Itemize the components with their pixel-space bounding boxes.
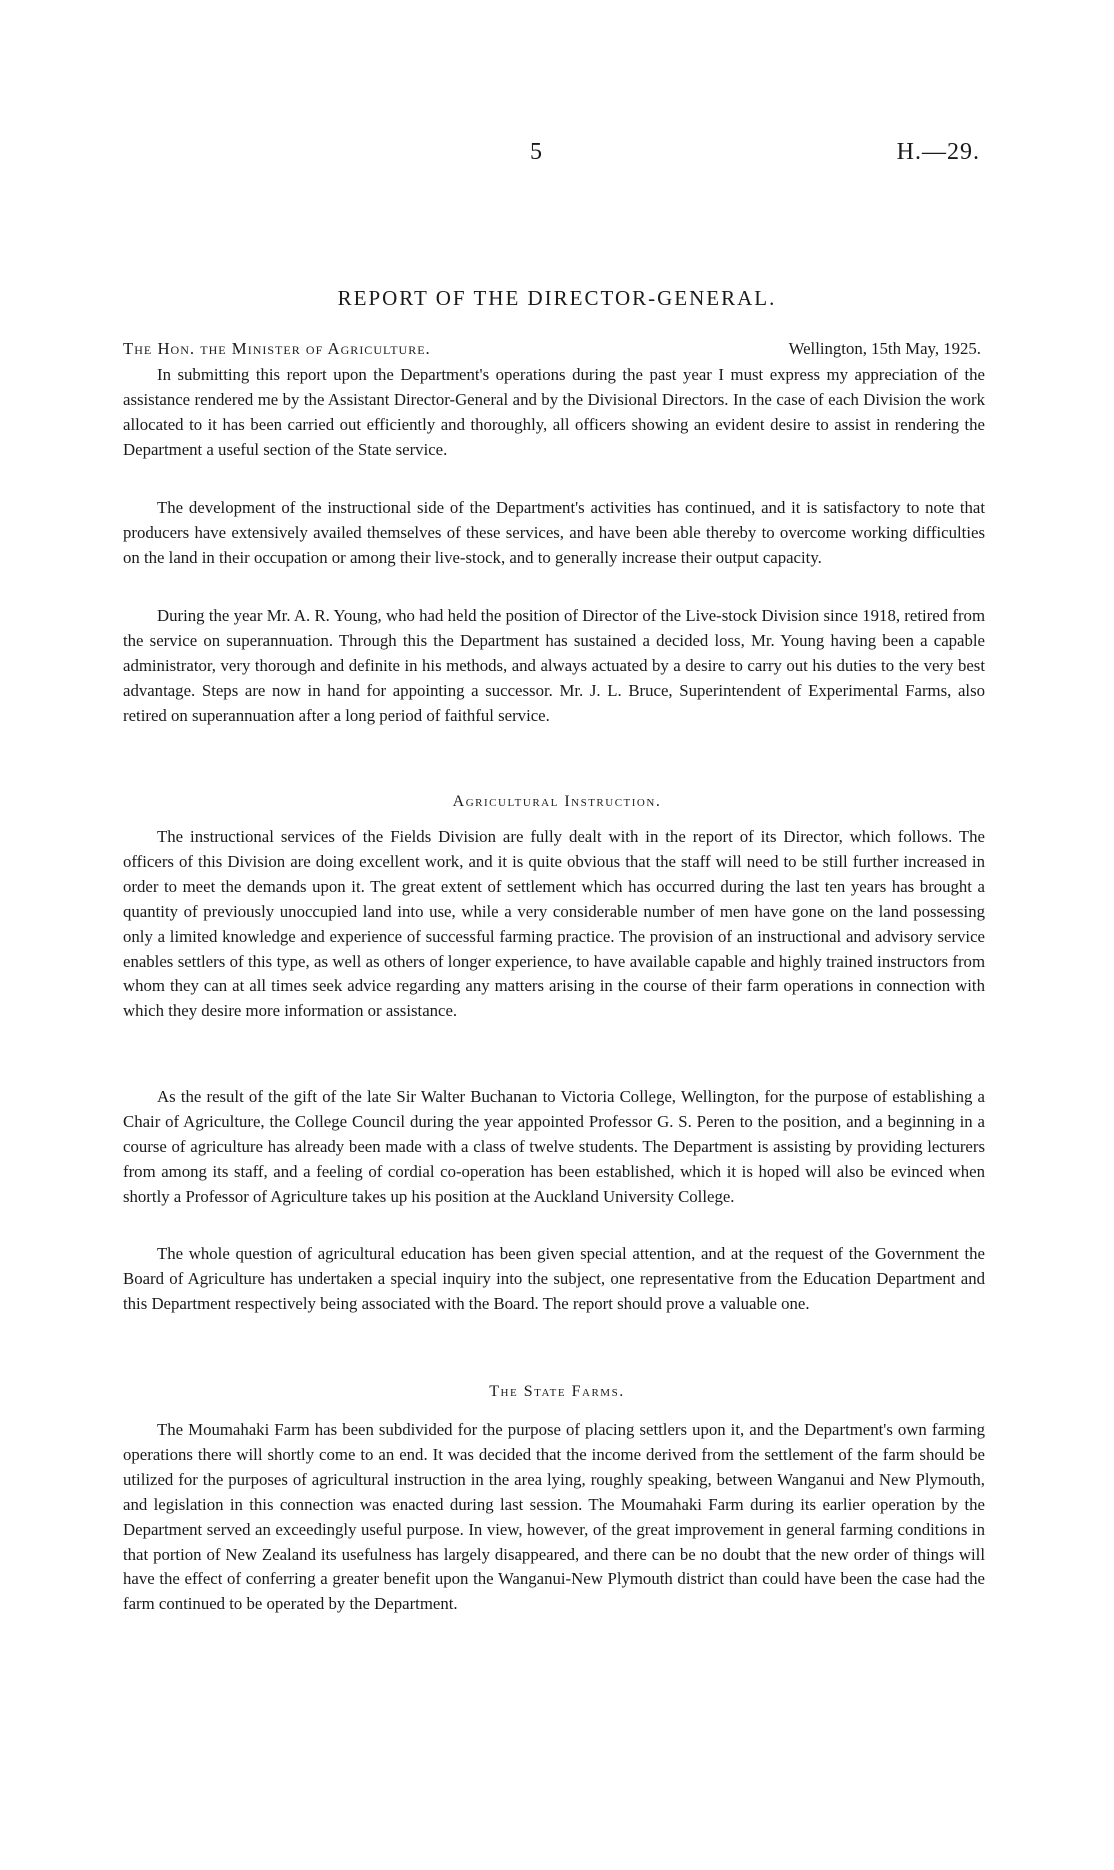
document-code: H.—29. — [896, 139, 980, 165]
section-heading-agricultural-instruction: Agricultural Instruction. — [452, 793, 662, 810]
intro-paragraph-3: During the year Mr. A. R. Young, who had held the position of Director of the Live-stock Division since 1918, retired from the service on superannuation. Through this the Department has sustained a decided loss, Mr. Young having been a capable administrator, very thorough and definite in his methods, and always actuated by a desire to carry out his duties to the very best advantage. Steps are now in hand for appointing a successor. Mr. J. L. Bruce, Superintendent of Experimental Farms, also retired on superannuation after a long period of faithful service. — [123, 606, 985, 725]
instruction-paragraph-2-block — [123, 1085, 985, 1210]
intro-paragraph-1: In submitting this report upon the Department's operations during the past year I must express my appreciation of the assistance rendered me by the Assistant Director-General and by the Divisional Directors. In the case of each Division the work allocated to it has been carried out efficiently and thoroughly, all officers showing an evident desire to assist in rendering the Department a useful section of the State service. — [123, 365, 985, 459]
intro-paragraph-1-block — [123, 363, 985, 463]
state-farms-paragraph-1-block — [123, 1418, 985, 1617]
addressee: The Hon. the Minister of Agriculture. — [123, 339, 431, 358]
instruction-paragraph-3: The whole question of agricultural education has been given special attention, and at the request of the Government the Board of Agriculture has undertaken a special inquiry into the subject, one representative from the Education Department and this Department respectively being associated with the Board. The report should prove a valuable one. — [123, 1244, 985, 1313]
instruction-paragraph-1-block — [123, 825, 985, 1024]
report-title: REPORT OF THE DIRECTOR-GENERAL. — [337, 286, 777, 310]
intro-paragraph-3-block — [123, 604, 985, 729]
instruction-paragraph-3-block — [123, 1242, 985, 1317]
section-heading-state-farms: The State Farms. — [489, 1383, 625, 1400]
state-farms-paragraph-1: The Moumahaki Farm has been subdivided for the purpose of placing settlers upon it, and the Department's own farming operations there will shortly come to an end. It was decided that the income derived from the settlement of the farm should be utilized for the purposes of agricultural instruction in the area lying, roughly speaking, between Wanganui and New Plymouth, and legislation in this connection was enacted during last session. The Moumahaki Farm during its earlier operation by the Department served an exceedingly useful purpose. In view, however, of the great improvement in general farming conditions in that portion of New Zealand its usefulness has largely disappeared, and there can be no doubt that the new order of things will have the effect of conferring a greater benefit upon the Wanganui-New Plymouth district than could have been the case had the farm continued to be operated by the Department. — [123, 1420, 985, 1614]
place-date: Wellington, 15th May, 1925. — [788, 339, 981, 358]
page-number: 5 — [530, 139, 542, 165]
intro-paragraph-2-block — [123, 496, 985, 571]
instruction-paragraph-2: As the result of the gift of the late Sir Walter Buchanan to Victoria College, Wellington, for the purpose of establishing a Chair of Agriculture, the College Council during the year appointed Professor G. S. Peren to the position, and a beginning in a course of agriculture has already been made with a class of twelve students. The Department is assisting by providing lecturers from among its staff, and a feeling of cordial co-operation has been established, which it is hoped will also be evinced when shortly a Professor of Agriculture takes up his position at the Auckland University College. — [123, 1087, 985, 1206]
instruction-paragraph-1: The instructional services of the Fields Division are fully dealt with in the report of its Director, which follows. The officers of this Division are doing excellent work, and it is quite obvious that the staff will need to be still further increased in order to meet the demands upon it. The great extent of settlement which has occurred during the last ten years has brought a quantity of previously unoccupied land into use, while a very considerable number of men have gone on the land possessing only a limited knowledge and experience of successful farming practice. The provision of an instructional and advisory service enables settlers of this type, as well as others of longer experience, to have available capable and highly trained instructors from whom they can at all times seek advice regarding any matters arising in the course of their farm operations in connection with which they desire more information or assistance. — [123, 827, 985, 1021]
address-line — [123, 339, 985, 359]
intro-paragraph-2: The development of the instructional side of the Department's activities has continued, and it is satisfactory to note that producers have extensively availed themselves of these services, and have been able thereby to overcome working difficulties on the land in their occupation or among their live-stock, and to generally increase their output capacity. — [123, 498, 985, 567]
